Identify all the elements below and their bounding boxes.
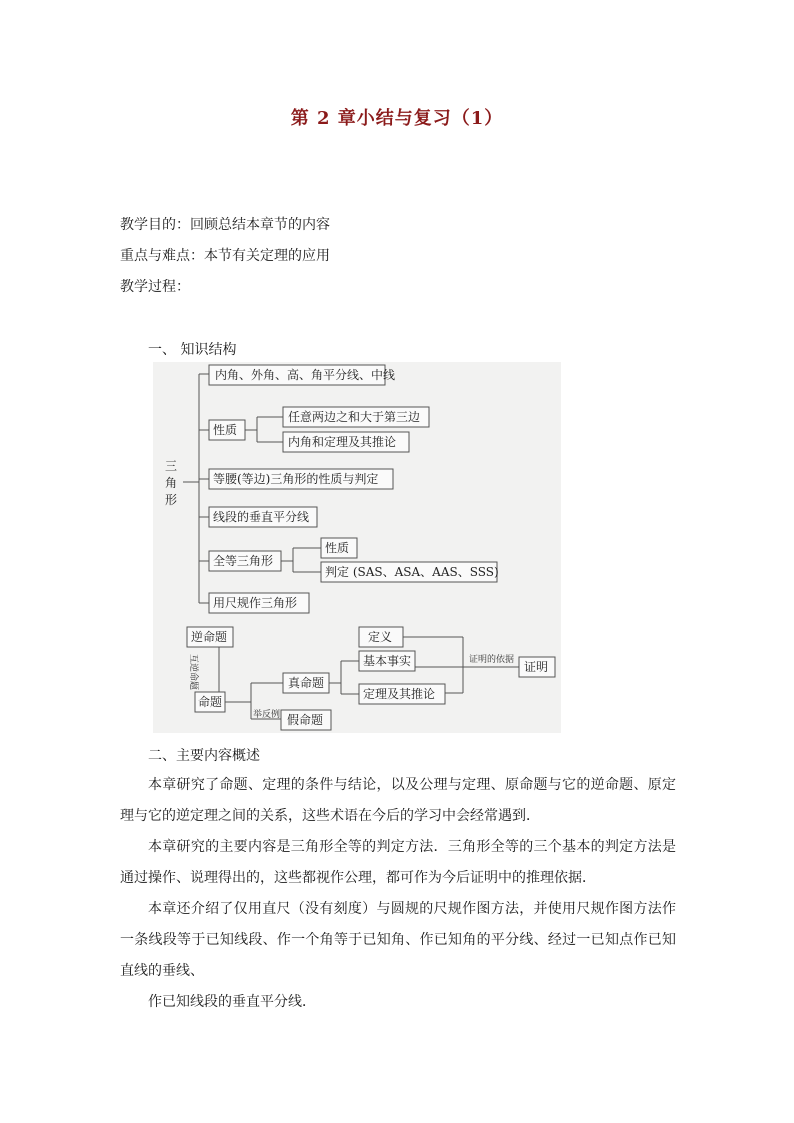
- page-title: 第 2 章小结与复习（1）: [290, 108, 504, 129]
- key-points: 重点与难点：本节有关定理的应用: [120, 248, 330, 264]
- node-cong-prop: 性质: [325, 541, 350, 555]
- section-1-heading: 一、 知识结构: [148, 342, 237, 358]
- node-true-prop: 真命题: [288, 676, 325, 690]
- root-char-2: 角: [165, 476, 178, 490]
- node-bisector: 线段的垂直平分线: [213, 510, 310, 524]
- node-proof: 证明: [524, 660, 549, 674]
- node-fact: 基本事实: [363, 654, 412, 668]
- node-prop-a: 任意两边之和大于第三边: [288, 410, 421, 424]
- node-proposition: 命题: [198, 695, 223, 709]
- root-char-3: 形: [165, 493, 178, 507]
- node-isosceles: 等腰(等边)三角形的性质与判定: [213, 472, 379, 486]
- node-angles: 内角、外角、高、角平分线、中线: [215, 368, 396, 382]
- paragraph-3: 本章还介绍了仅用直尺（没有刻度）与圆规的尺规作图方法，并使用尺规作图方法作一条线段等于已知线段、作一个角等于已知角、作已知角的平分线、经过一已知点作已知直线的垂线、: [120, 901, 676, 979]
- node-counterexample: 举反例: [253, 710, 281, 720]
- node-construct: 用尺规作三角形: [213, 596, 298, 610]
- node-false-prop: 假命题: [287, 713, 324, 727]
- paragraph-1: 本章研究了命题、定理的条件与结论，以及公理与定理、原命题与它的逆命题、原定理与它的逆定理之间的关系，这些术语在今后的学习中会经常遇到．: [120, 777, 676, 824]
- knowledge-structure-diagram: [153, 362, 561, 733]
- node-prop-b: 内角和定理及其推论: [288, 435, 397, 449]
- paragraph-2: 本章研究的主要内容是三角形全等的判定方法．三角形全等的三个基本的判定方法是通过操作、说理得出的，这些都视作公理，都可作为今后证明中的推理依据．: [120, 839, 676, 886]
- node-cong-judge: 判定 (SAS、ASA、AAS、SSS): [325, 565, 499, 579]
- section-2-heading: 二、主要内容概述: [148, 748, 260, 764]
- paragraph-4: 作已知线段的垂直平分线．: [148, 994, 316, 1010]
- diagram-svg: [153, 362, 561, 733]
- teaching-process: 教学过程：: [120, 279, 190, 295]
- root-char-1: 三: [165, 459, 178, 473]
- node-definition: 定义: [368, 630, 393, 644]
- root-label: [165, 459, 181, 507]
- node-congruent: 全等三角形: [213, 554, 274, 568]
- node-basis: 证明的依据: [469, 655, 515, 665]
- node-theorem: 定理及其推论: [363, 687, 436, 701]
- teaching-goal: 教学目的：回顾总结本章节的内容: [120, 217, 330, 233]
- node-converse: 逆命题: [191, 630, 228, 644]
- node-property: 性质: [213, 423, 238, 437]
- node-mutual: 互逆命题: [188, 654, 198, 691]
